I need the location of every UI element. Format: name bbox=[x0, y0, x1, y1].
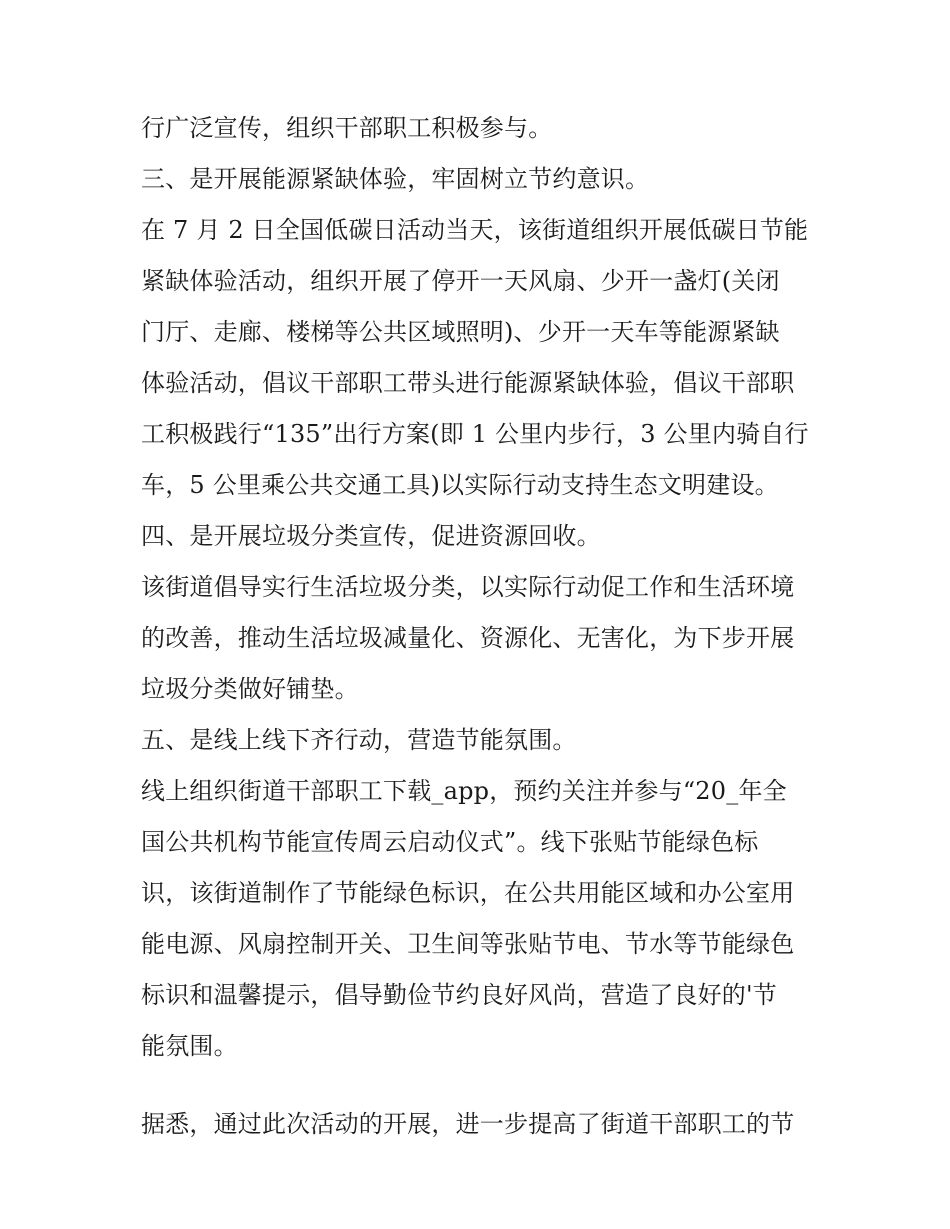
body-text-line: 该街道倡导实行生活垃圾分类，以实际行动促工作和生活环境 bbox=[141, 573, 795, 601]
body-text-line: 车，5 公里乘公共交通工具)以实际行动支持生态文明建设。 bbox=[141, 471, 779, 499]
body-text-line: 线上组织街道干部职工下载_app，预约关注并参与“20_年全 bbox=[141, 777, 787, 805]
body-text-line: 据悉，通过此次活动的开展，进一步提高了街道干部职工的节 bbox=[141, 1110, 795, 1138]
body-text-line: 在 7 月 2 日全国低碳日活动当天，该街道组织开展低碳日节能 bbox=[141, 216, 809, 244]
body-text-line: 垃圾分类做好铺垫。 bbox=[141, 675, 359, 703]
body-text-line: 工积极践行“135”出行方案(即 1 公里内步行，3 公里内骑自行 bbox=[141, 420, 809, 448]
body-text-line: 门厅、走廊、楼梯等公共区域照明)、少开一天车等能源紧缺 bbox=[141, 318, 780, 346]
section-heading: 三、是开展能源紧缺体验，牢固树立节约意识。 bbox=[141, 165, 650, 193]
body-text-line: 行广泛宣传，组织干部职工积极参与。 bbox=[141, 114, 553, 142]
body-text-line: 国公共机构节能宣传周云启动仪式”。线下张贴节能绿色标 bbox=[141, 828, 759, 856]
body-text-line: 识，该街道制作了节能绿色标识，在公共用能区域和办公室用 bbox=[141, 879, 795, 907]
body-text-line: 能氛围。 bbox=[141, 1032, 238, 1060]
section-heading: 五、是线上线下齐行动，营造节能氛围。 bbox=[141, 726, 577, 754]
body-text-line: 体验活动，倡议干部职工带头进行能源紧缺体验，倡议干部职 bbox=[141, 369, 795, 397]
section-heading: 四、是开展垃圾分类宣传，促进资源回收。 bbox=[141, 522, 601, 550]
body-text-line: 能电源、风扇控制开关、卫生间等张贴节电、节水等节能绿色 bbox=[141, 930, 795, 958]
body-text-line: 紧缺体验活动，组织开展了停开一天风扇、少开一盏灯(关闭 bbox=[141, 267, 780, 295]
body-text-line: 的改善，推动生活垃圾减量化、资源化、无害化，为下步开展 bbox=[141, 624, 795, 652]
body-text-line: 标识和温馨提示，倡导勤俭节约良好风尚，营造了良好的'节 bbox=[141, 981, 777, 1009]
